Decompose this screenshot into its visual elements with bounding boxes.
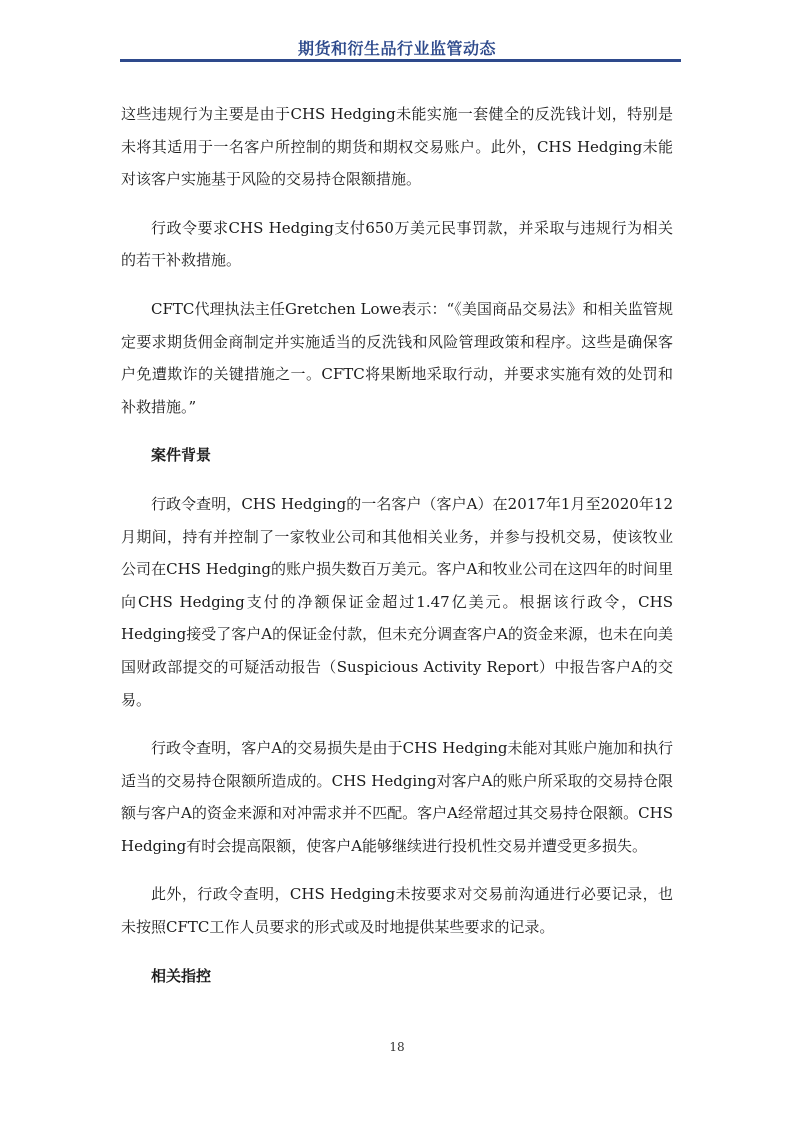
paragraph-background-2: 行政令查明，客户A的交易损失是由于CHS Hedging未能对其账户施加和执行适当的交易持仓限额所造成的。CHS Hedging对客户A的账户所采取的交易持仓限额与客户A的资金来源和对冲需求并不匹配。客户A经常超过其交易持仓限额。CHS Hedging有时会提高限额，使客户A能够继续进行投机性交易并遭受更多损失。 xyxy=(121,739,673,855)
paragraph-penalty: 行政令要求CHS Hedging支付650万美元民事罚款，并采取与违规行为相关的若干补救措施。 xyxy=(121,218,673,270)
running-header-title: 期货和衍生品行业监管动态 xyxy=(297,39,496,58)
section-heading-background: 案件背景 xyxy=(151,446,212,465)
header-divider xyxy=(120,59,681,62)
page-number: 18 xyxy=(389,1040,405,1054)
paragraph-background-1: 行政令查明，CHS Hedging的一名客户（客户A）在2017年1月至2020年12月期间，持有并控制了一家牧业公司和其他相关业务，并参与投机交易，使该牧业公司在CHS Hedging的账户损失数百万美元。客户A和牧业公司在这四年的时间里向CHS Hedging支付的净额保证金超过1.47亿美元。根据该行政令，CHS Hedging接受了客户A的保证金付款，但未充分调查客户A的资金来源，也未在向美国财政部提交的可疑活动报告（Suspicious Activity Report）中报告客户A的交易。 xyxy=(121,494,673,709)
paragraph-violations: 这些违规行为主要是由于CHS Hedging未能实施一套健全的反洗钱计划，特别是未将其适用于一名客户所控制的期货和期权交易账户。此外，CHS Hedging未能对该客户实施基于风险的交易持仓限额措施。 xyxy=(121,105,673,189)
section-heading-charges: 相关指控 xyxy=(151,966,212,985)
page-body xyxy=(121,98,673,1008)
paragraph-statement: CFTC代理执法主任Gretchen Lowe表示：“《美国商品交易法》和相关监管规定要求期货佣金商制定并实施适当的反洗钱和风险管理政策和程序。这些是确保客户免遭欺诈的关键措施之一。CFTC将果断地采取行动，并要求实施有效的处罚和补救措施。” xyxy=(121,299,673,416)
paragraph-background-3: 此外，行政令查明，CHS Hedging未按要求对交易前沟通进行必要记录，也未按照CFTC工作人员要求的形式或及时地提供某些要求的记录。 xyxy=(121,885,673,937)
